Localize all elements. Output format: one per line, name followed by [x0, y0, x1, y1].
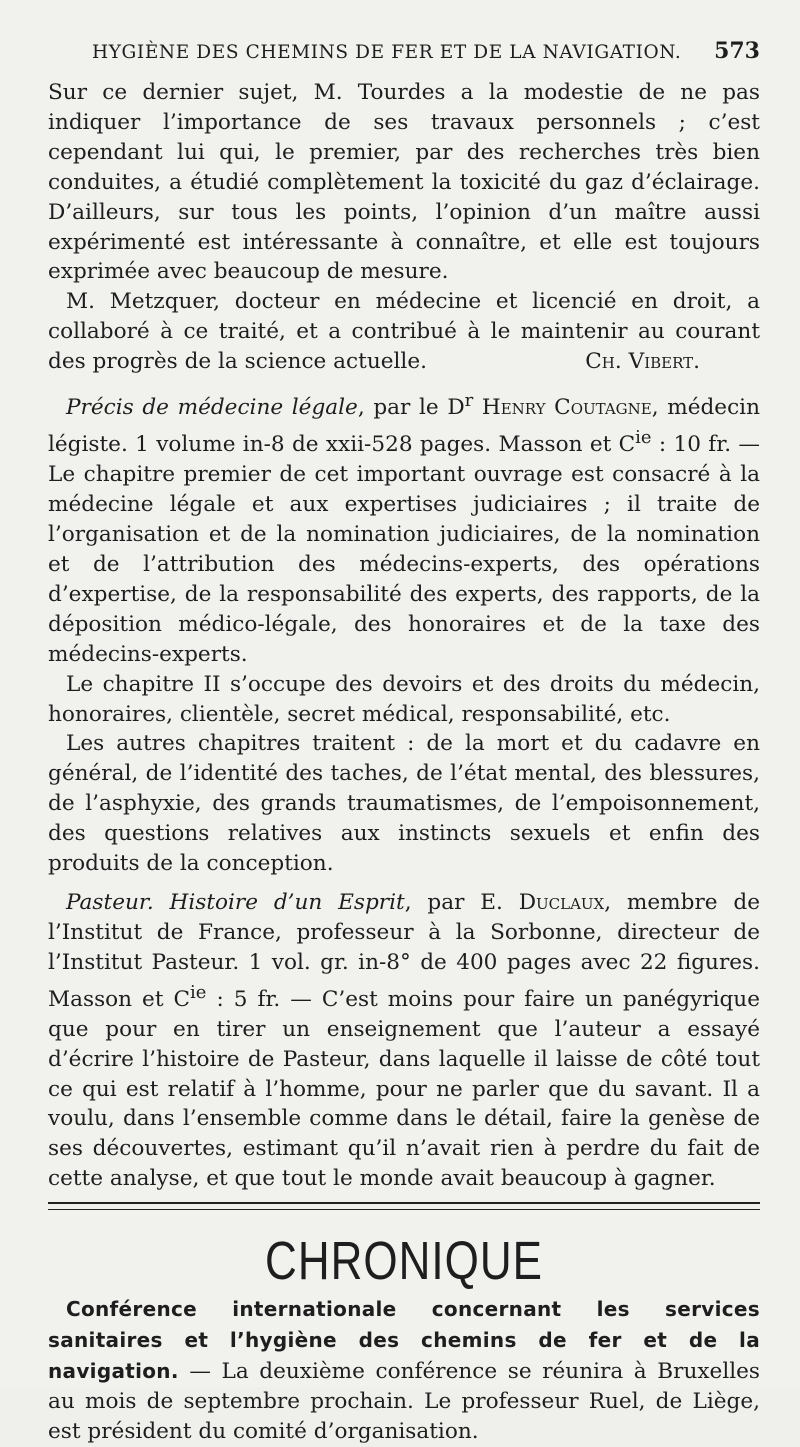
review1-author: Henry Coutagne	[481, 395, 652, 421]
chronique-paragraph: Conférence internationale concernant les services sanitaires et l’hygiène des chemins de fer et de la navigation. — La deuxième conférence se réunira à Bruxelles au mois de septembre prochain. Le professeur Ruel, de Liège, est président du comité d’organisation.	[48, 1297, 760, 1445]
review-medecine-legale: Précis de médecine légale, par le $D^r$ Henry Coutagne, médecin légiste. 1 volume in-8 de xxii-528 pages. Masson et $C^{ie}$ : 10 fr. — Le chapitre premier de cet important ouvrage est consacré à la médecine légale et aux expertises judiciaires ; il traite de l’organisation et de la nomination judiciaires, de la nomination et de l’attribution des médecins-experts, des opérations d’expertise, de la responsabilité des experts, des rapports, de la déposition médico-légale, des honoraires et de la taxe des médecins-experts.	[48, 390, 761, 667]
review1-paragraph-2: Le chapitre II s’occupe des devoirs et des droits du médecin, honoraires, clientèle, secret médical, responsabilité, etc.	[48, 671, 760, 727]
section-divider	[48, 1202, 760, 1210]
running-title: HYGIÈNE DES CHEMINS DE FER ET DE LA NAVIGATION.	[92, 42, 682, 63]
chronique-heading: CHRONIQUE	[265, 1231, 543, 1292]
metzquer-text: M. Metzquer, docteur en médecine et licencié en droit, a collaboré à ce traité, et a contribué à le maintenir au courant des progrès de la science actuelle.	[48, 289, 760, 375]
signature: Ch. Vibert.	[585, 349, 700, 375]
paragraph-tourdes: Sur ce dernier sujet, M. Tourdes a la modestie de ne pas indiquer l’importance de ses travaux personnels ; c’est cependant lui qui, le premier, par des recherches très bien conduites, a étudié complètement la toxicité du gaz d’éclairage. D’ailleurs, sur tous les points, l’opinion d’un maître aussi expérimenté est intéressante à connaître, et elle est toujours exprimée avec beaucoup de mesure.	[48, 80, 760, 285]
review2-author: Duclaux	[518, 889, 605, 915]
review1-title: Précis de médecine légale	[66, 395, 358, 421]
chronique-bold-title: Conférence internationale concernant les services sanitaires et l’hygiène des chemins de fer et de la navigation.	[48, 1297, 760, 1384]
review2-title: Pasteur. Histoire d’un Esprit	[66, 889, 405, 915]
page-number: 573	[714, 38, 760, 64]
paragraph-metzquer	[48, 287, 760, 377]
review1-paragraph-3: Les autres chapitres traitent : de la mort et du cadavre en général, de l’identité des taches, de l’état mental, des blessures, de l’asphyxie, des grands traumatismes, de l’empoisonnement, des questions relatives aux instincts sexuels et enfin des produits de la conception.	[48, 731, 760, 877]
review-pasteur: Pasteur. Histoire d’un Esprit, par E. Duclaux, membre de l’Institut de France, professeur à la Sorbonne, directeur de l’Institut Pasteur. 1 vol. gr. in-8° de 400 pages avec 22 figures. Masson et $C^{ie}$ : 5 fr. — C’est moins pour faire un panégyrique que pour en tirer un enseignement que l’auteur a essayé d’écrire l’histoire de Pasteur, dans laquelle il laisse de côté tout ce qui est relatif à l’homme, pour ne parler que du savant. Il a voulu, dans l’ensemble comme dans le détail, faire la genèse de ses découvertes, estimant qu’il n’avait rien à perdre du fait de cette analyse, et que tout le monde avait beaucoup à gagner.	[48, 889, 760, 1192]
running-header	[92, 38, 760, 78]
